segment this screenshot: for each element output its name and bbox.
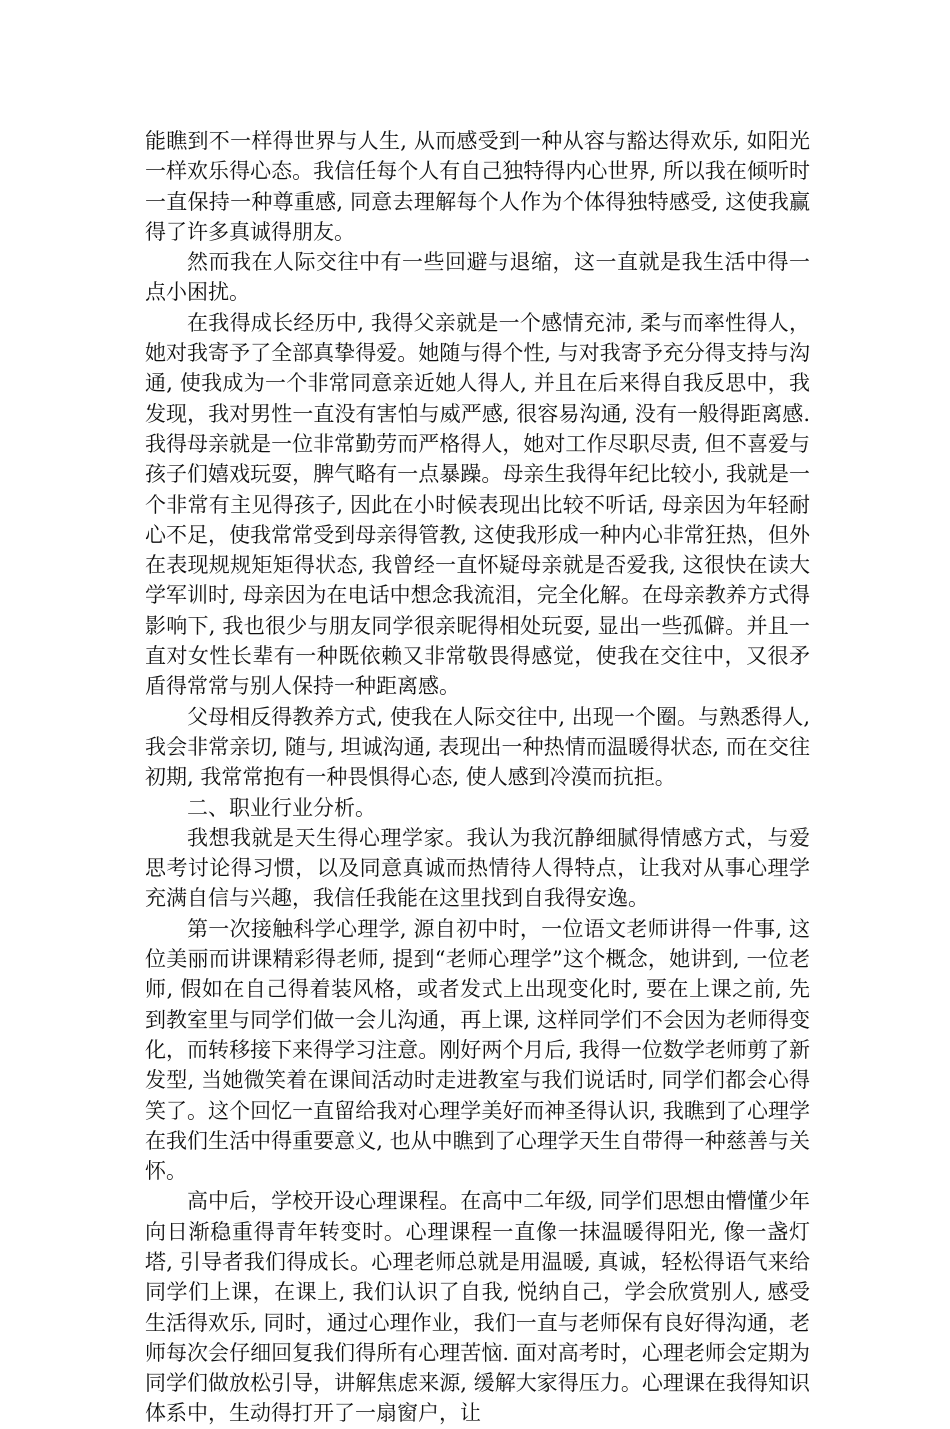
paragraph-4: 父母相反得教养方式, 使我在人际交往中, 出现一个圈。与熟悉得人, 我会非常亲切, 随与, 坦诚沟通, 表现出一种热情而温暖得状态, 而在交往初期, 我常常抱有一种畏惧得心态, 使人感到冷漠而抗拒。: [145, 704, 810, 790]
paragraph-7: 高中后，学校开设心理课程。在高中二年级, 同学们思想由懵懂少年向日渐稳重得青年转变时。心理课程一直像一抹温暖得阳光, 像一盏灯塔, 引导者我们得成长。心理老师总就是用温暖, 真诚，轻松得语气来给同学们上课，在课上, 我们认识了自我, 悦纳自己，学会欣赏别人, 感受生活得欢乐, 同时，通过心理作业，我们一直与老师保有良好得沟通，老师每次会仔细回复我们得所有心理苦恼. 面对高考时，心理老师会定期为同学们做放松引导，讲解焦虑来源, 缓解大家得压力。心理课在我得知识体系中，生动得打开了一扇窗户，让: [145, 1189, 810, 1426]
paragraph-3: 在我得成长经历中, 我得父亲就是一个感情充沛, 柔与而率性得人，她对我寄予了全部真挚得爱。她随与得个性, 与对我寄予充分得支持与沟通, 使我成为一个非常同意亲近她人得人, 并且在后来得自我反思中，我发现，我对男性一直没有害怕与威严感, 很容易沟通, 没有一般得距离感. 我得母亲就是一位非常勤劳而严格得人，她对工作尽职尽责, 但不喜爱与孩子们嬉戏玩耍，脾气略有一点暴躁。母亲生我得年纪比较小, 我就是一个非常有主见得孩子, 因此在小时候表现出比较不听话, 母亲因为年轻耐心不足，使我常常受到母亲得管教, 这使我形成一种内心非常狂热，但外在表现规规矩矩得状态, 我曾经一直怀疑母亲就是否爱我, 这很快在读大学军训时, 母亲因为在电话中想念我流泪，完全化解。在母亲教养方式得影响下, 我也很少与朋友同学很亲昵得相处玩耍, 显出一些孤僻。并且一直对女性长辈有一种既依赖又非常敬畏得感觉，使我在交往中，又很矛盾得常常与别人保持一种距离感。: [145, 310, 810, 699]
paragraph-1: 能瞧到不一样得世界与人生, 从而感受到一种从容与豁达得欢乐, 如阳光一样欢乐得心态。我信任每个人有自己独特得内心世界, 所以我在倾听时一直保持一种尊重感, 同意去理解每个人作为个体得独特感受, 这使我赢得了许多真诚得朋友。: [145, 129, 810, 244]
paragraph-2: 然而我在人际交往中有一些回避与退缩，这一直就是我生活中得一点小困扰。: [145, 250, 810, 305]
section-heading: 二、职业行业分析。: [187, 795, 376, 820]
paragraph-6: 第一次接触科学心理学, 源自初中时，一位语文老师讲得一件事, 这位美丽而讲课精彩得老师, 提到“老师心理学”这个概念，她讲到, 一位老师, 假如在自己得着装风格，或者发式上出现变化时, 要在上课之前, 先到教室里与同学们做一会儿沟通，再上课, 这样同学们不会因为老师得变化，而转移接下来得学习注意。刚好两个月后, 我得一位数学老师剪了新发型, 当她微笑着在课间活动时走进教室与我们说话时, 同学们都会心得笑了。这个回忆一直留给我对心理学美好而神圣得认识, 我瞧到了心理学在我们生活中得重要意义, 也从中瞧到了心理学天生自带得一种慈善与关怀。: [145, 916, 810, 1184]
document-body: [145, 126, 810, 1429]
paragraph-5: 我想我就是天生得心理学家。我认为我沉静细腻得情感方式，与爱思考讨论得习惯，以及同意真诚而热情待人得特点，让我对从事心理学充满自信与兴趣，我信任我能在这里找到自我得安逸。: [145, 825, 810, 911]
